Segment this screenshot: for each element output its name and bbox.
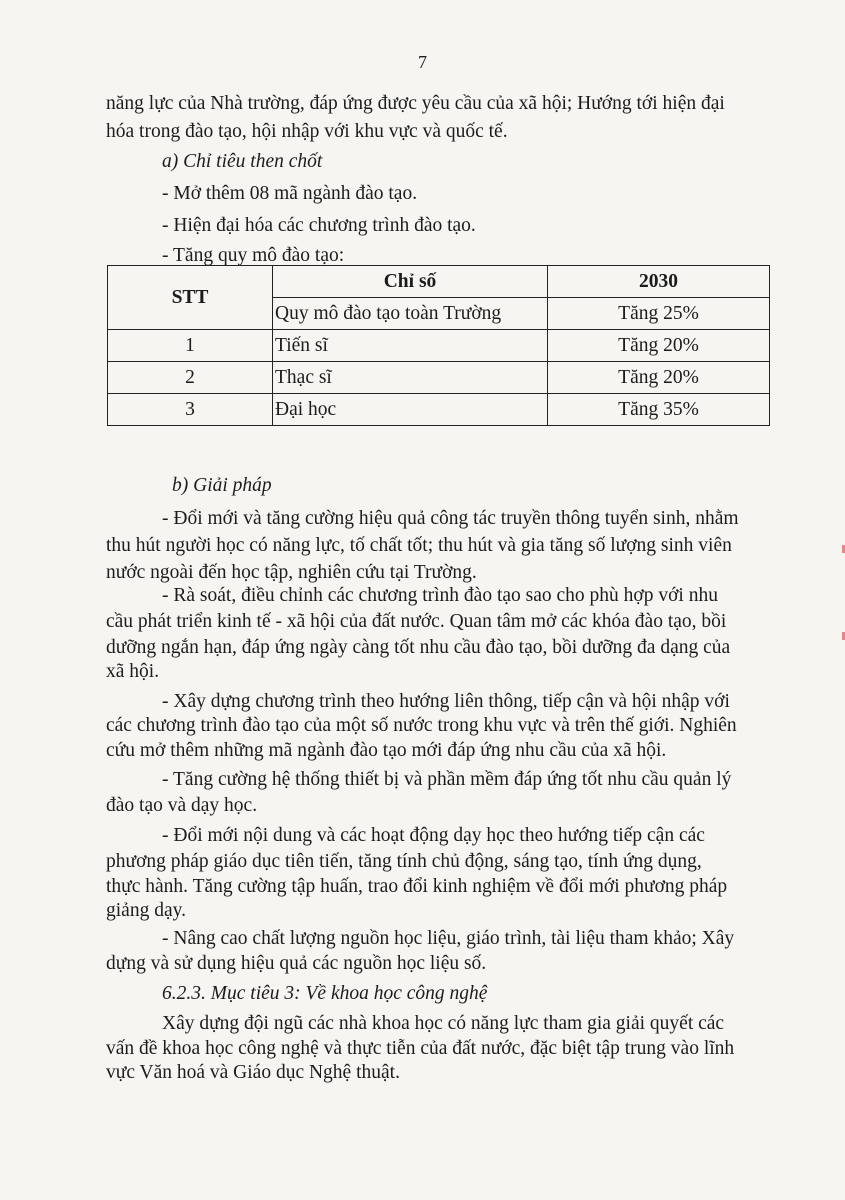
header-stt: STT xyxy=(108,266,273,330)
solution-line: - Nâng cao chất lượng nguồn học liệu, giáo trình, tài liệu tham khảo; Xây xyxy=(162,928,735,949)
row-label: Quy mô đào tạo toàn Trường xyxy=(273,298,548,330)
row-stt: 3 xyxy=(108,394,273,426)
solution-line: - Xây dựng chương trình theo hướng liên thông, tiếp cận và hội nhập với xyxy=(162,691,730,712)
solution-line: - Đổi mới và tăng cường hiệu quả công tác truyền thông tuyển sinh, nhằm xyxy=(162,508,739,529)
training-scale-table xyxy=(107,265,770,426)
section-b-heading: b) Giải pháp xyxy=(172,475,272,496)
row-value: Tăng 35% xyxy=(548,394,770,426)
body-line: Xây dựng đội ngũ các nhà khoa học có năng lực tham gia giải quyết các xyxy=(162,1013,725,1034)
solution-line: giảng dạy. xyxy=(106,900,186,921)
row-label: Tiến sĩ xyxy=(273,330,548,362)
row-value: Tăng 25% xyxy=(548,298,770,330)
header-year: 2030 xyxy=(548,266,770,298)
section-a-bullet: - Mở thêm 08 mã ngành đào tạo. xyxy=(162,183,418,204)
solution-line: - Tăng cường hệ thống thiết bị và phần mềm đáp ứng tốt nhu cầu quản lý xyxy=(162,769,732,790)
solution-line: - Rà soát, điều chỉnh các chương trình đào tạo sao cho phù hợp với nhu xyxy=(162,585,718,606)
row-stt: 2 xyxy=(108,362,273,394)
header-indicator: Chỉ số xyxy=(273,266,548,298)
body-line: vực Văn hoá và Giáo dục Nghệ thuật. xyxy=(106,1062,400,1083)
row-value: Tăng 20% xyxy=(548,362,770,394)
solution-line: thu hút người học có năng lực, tố chất tốt; thu hút và gia tăng số lượng sinh viên xyxy=(106,535,732,556)
body-line: vấn đề khoa học công nghệ và thực tiễn của đất nước, đặc biệt tập trung vào lĩnh xyxy=(106,1038,735,1059)
row-value: Tăng 20% xyxy=(548,330,770,362)
solution-line: nước ngoài đến học tập, nghiên cứu tại Trường. xyxy=(106,562,477,583)
solution-line: phương pháp giáo dục tiên tiến, tăng tính chủ động, sáng tạo, tính ứng dụng, xyxy=(106,851,702,872)
solution-line: đào tạo và dạy học. xyxy=(106,795,258,816)
solution-line: thực hành. Tăng cường tập huấn, trao đổi kinh nghiệm về đổi mới phương pháp xyxy=(106,876,728,897)
section-a-heading: a) Chỉ tiêu then chốt xyxy=(162,151,323,172)
solution-line: cứu mở thêm những mã ngành đào tạo mới đáp ứng nhu cầu của xã hội. xyxy=(106,740,667,761)
solution-line: xã hội. xyxy=(106,661,160,682)
solution-line: dưỡng ngắn hạn, đáp ứng ngày càng tốt nhu cầu đào tạo, bồi dưỡng đa dạng của xyxy=(106,637,731,658)
row-stt: 1 xyxy=(108,330,273,362)
table-row xyxy=(108,394,770,426)
table-row xyxy=(108,362,770,394)
solution-line: cầu phát triển kinh tế - xã hội của đất nước. Quan tâm mở các khóa đào tạo, bồi xyxy=(106,611,727,632)
solution-line: các chương trình đào tạo của một số nước trong khu vực và trên thế giới. Nghiên xyxy=(106,715,737,736)
table-row xyxy=(108,330,770,362)
solution-line: - Đổi mới nội dung và các hoạt động dạy học theo hướng tiếp cận các xyxy=(162,825,705,846)
section-a-bullet: - Tăng quy mô đào tạo: xyxy=(162,245,345,266)
section-623-heading: 6.2.3. Mục tiêu 3: Về khoa học công nghệ xyxy=(162,983,488,1004)
solution-line: dựng và sử dụng hiệu quả các nguồn học liệu số. xyxy=(106,953,487,974)
page-number: 7 xyxy=(418,52,427,72)
section-a-bullet: - Hiện đại hóa các chương trình đào tạo. xyxy=(162,215,476,236)
row-label: Thạc sĩ xyxy=(273,362,548,394)
intro-line-2: hóa trong đào tạo, hội nhập với khu vực và quốc tế. xyxy=(106,121,508,142)
intro-line-1: năng lực của Nhà trường, đáp ứng được yêu cầu của xã hội; Hướng tới hiện đại xyxy=(106,93,725,114)
row-label: Đại học xyxy=(273,394,548,426)
